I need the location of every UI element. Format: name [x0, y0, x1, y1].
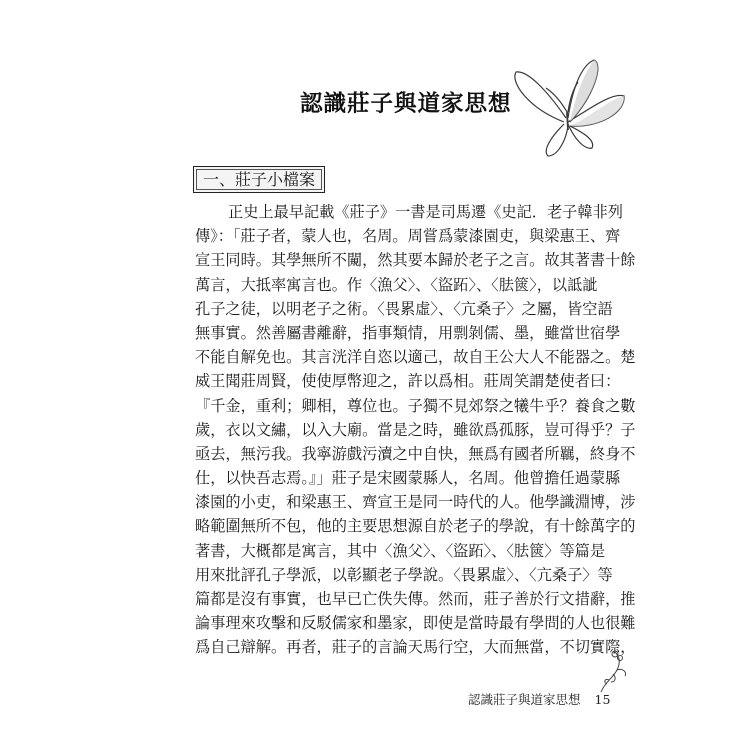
section-heading-box [193, 166, 325, 193]
body-line: 無事實。然善屬書離辭，指事類情，用剽剝儒、墨，雖當世宿學 [195, 323, 621, 342]
body-line: 宣王同時。其學無所不闚，然其要本歸於老子之言。故其著書十餘 [195, 251, 636, 270]
body-line: 漆園的小吏，和梁惠王、齊宣王是同一時代的人。他學識淵博，涉 [195, 493, 636, 512]
body-line: 用來批評孔子學派，以彰顯老子學說。〈畏累虛〉、〈亢桑子〉等 [195, 565, 613, 584]
body-line: 亟去，無污我。我寧游戲污瀆之中自快，無爲有國者所羈，終身不 [195, 444, 636, 463]
body-line: 『千金，重利；卿相，尊位也。子獨不見郊祭之犧牛乎？養食之數 [195, 396, 636, 415]
body-line: 爲自己辯解。再者，莊子的言論天馬行空，大而無當，不切實際， [195, 638, 636, 657]
body-line: 仕，以快吾志焉。』」莊子是宋國蒙縣人，名周。他曾擔任過蒙縣 [195, 469, 621, 488]
body-line: 孔子之徒，以明老子之術。〈畏累虛〉、〈亢桑子〉之屬，皆空語 [195, 299, 613, 318]
body-line: 論事理來攻擊和反駁儒家和墨家，即使是當時最有學問的人也很難 [195, 614, 636, 633]
body-line: 略範圍無所不包，他的主要思想源自於老子的學說，有十餘萬字的 [195, 517, 636, 536]
body-line: 威王聞莊周賢，使使厚幣迎之，許以爲相。莊周笑謂楚使者曰： [195, 372, 621, 391]
body-text [195, 200, 636, 660]
section-heading: 一、莊子小檔案 [196, 169, 322, 190]
body-line: 正史上最早記載《莊子》一書是司馬遷《史記．老子韓非列 [228, 203, 623, 221]
body-line: 不能自解免也。其言洸洋自恣以適己，故自王公大人不能器之。楚 [195, 348, 636, 367]
butterfly-icon [508, 52, 628, 160]
body-line: 傳》：「莊子者，蒙人也，名周。周嘗爲蒙漆園吏，與梁惠王、齊 [195, 227, 621, 246]
body-line: 篇都是沒有事實，也早已亡佚失傳。然而，莊子善於行文措辭，推 [195, 590, 636, 608]
page-footer [468, 690, 610, 708]
running-title: 認識莊子與道家思想 [468, 692, 581, 707]
body-line: 著書，大概都是寓言，其中〈漁父〉、〈盜跖〉、〈胠篋〉等篇是 [195, 541, 606, 560]
body-line: 歲，衣以文繡，以入大廟。當是之時，雖欲爲孤豚，豈可得乎？子 [195, 420, 636, 439]
page-number: 15 [594, 692, 611, 707]
body-line: 萬言，大抵率寓言也。作〈漁父〉、〈盜跖〉、〈胠篋〉，以詆訿 [195, 275, 598, 294]
chapter-title: 認識莊子與道家思想 [300, 91, 512, 117]
vine-flower-icon [595, 648, 635, 696]
